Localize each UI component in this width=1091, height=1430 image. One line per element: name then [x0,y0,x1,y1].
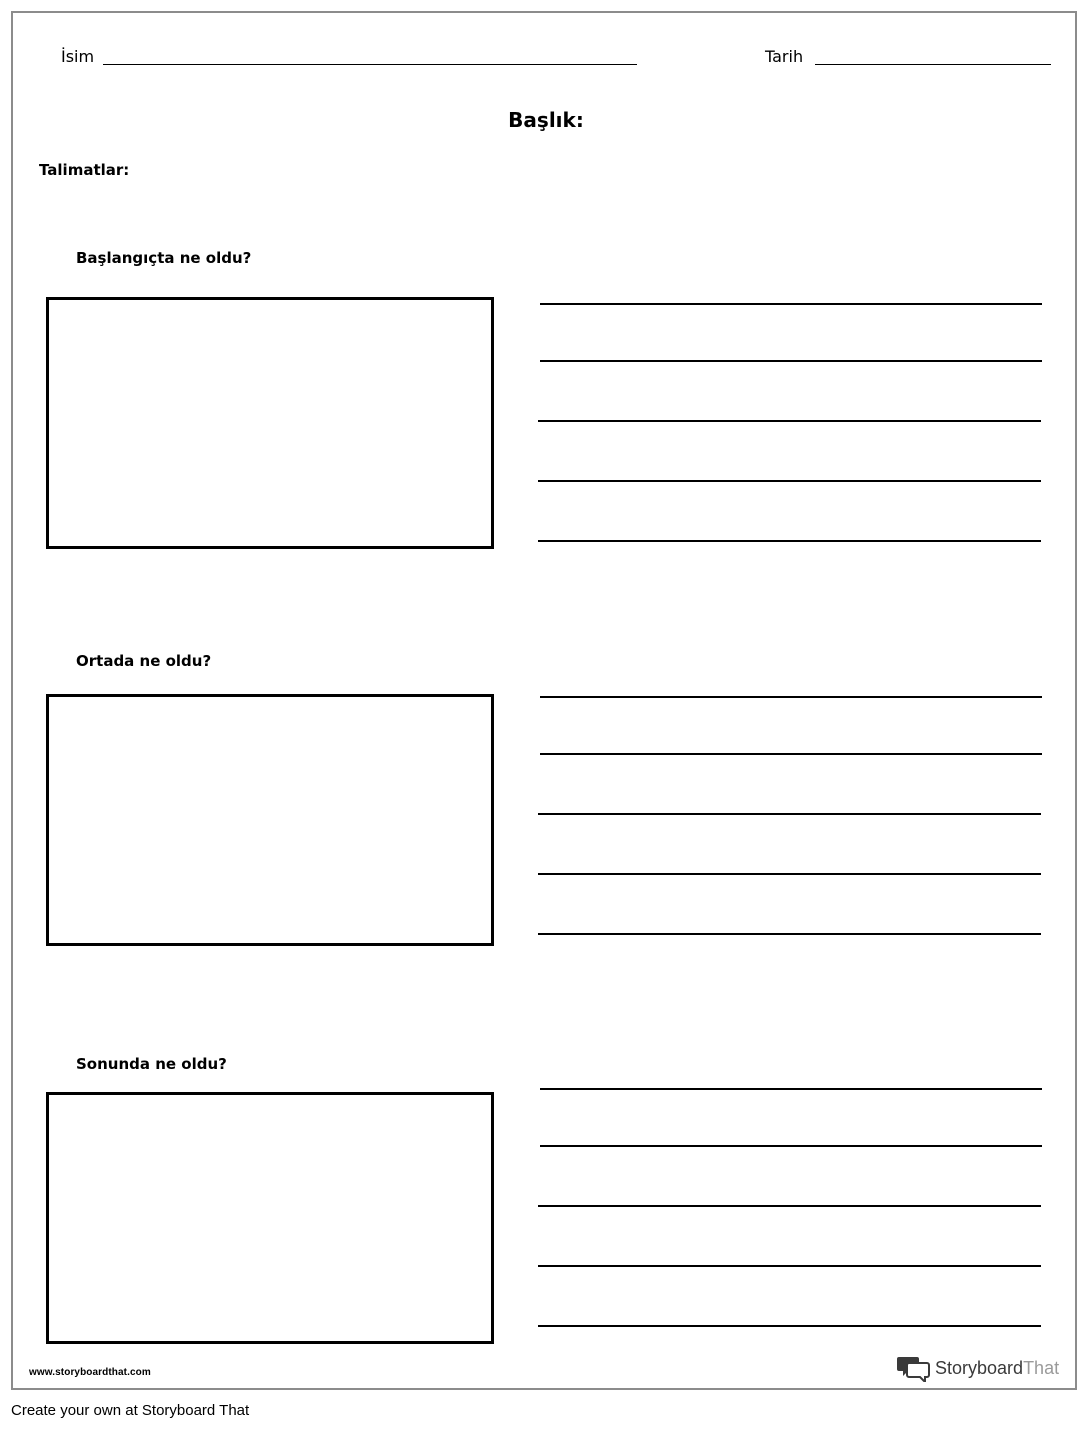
section-3-writing-line[interactable] [538,1325,1041,1327]
page-title: Başlık: [508,108,584,132]
section-2-question: Ortada ne oldu? [76,652,212,670]
section-2-writing-line[interactable] [538,813,1041,815]
section-2-drawing-box[interactable] [46,694,494,946]
name-label: İsim [61,47,95,66]
section-3-writing-line[interactable] [538,1205,1041,1207]
create-your-own-caption[interactable]: Create your own at Storyboard That [11,1402,250,1419]
date-field-line[interactable] [815,64,1051,65]
brand-name [935,1358,1059,1379]
section-1-writing-line[interactable] [538,420,1041,422]
footer-url: www.storyboardthat.com [29,1367,151,1378]
storyboardthat-logo [897,1354,1059,1382]
brand-secondary: That [1023,1357,1060,1378]
section-1-writing-line[interactable] [538,480,1041,482]
section-1-writing-line[interactable] [540,360,1042,362]
section-3-writing-line[interactable] [540,1088,1042,1090]
instructions-label: Talimatlar: [39,161,130,179]
section-3-writing-line[interactable] [540,1145,1042,1147]
name-field-line[interactable] [103,64,637,65]
section-3-writing-line[interactable] [538,1265,1041,1267]
section-3-drawing-box[interactable] [46,1092,494,1344]
section-2-writing-line[interactable] [538,933,1041,935]
section-2-writing-line[interactable] [538,873,1041,875]
section-3-question: Sonunda ne oldu? [76,1055,227,1073]
section-2-writing-line[interactable] [540,696,1042,698]
section-1-question: Başlangıçta ne oldu? [76,249,252,267]
section-2-writing-line[interactable] [540,753,1042,755]
date-label: Tarih [765,47,804,66]
worksheet-page [11,11,1077,1390]
section-1-writing-line[interactable] [538,540,1041,542]
brand-primary: Storyboard [935,1357,1024,1378]
speech-bubbles-icon [897,1354,931,1382]
section-1-drawing-box[interactable] [46,297,494,549]
section-1-writing-line[interactable] [540,303,1042,305]
